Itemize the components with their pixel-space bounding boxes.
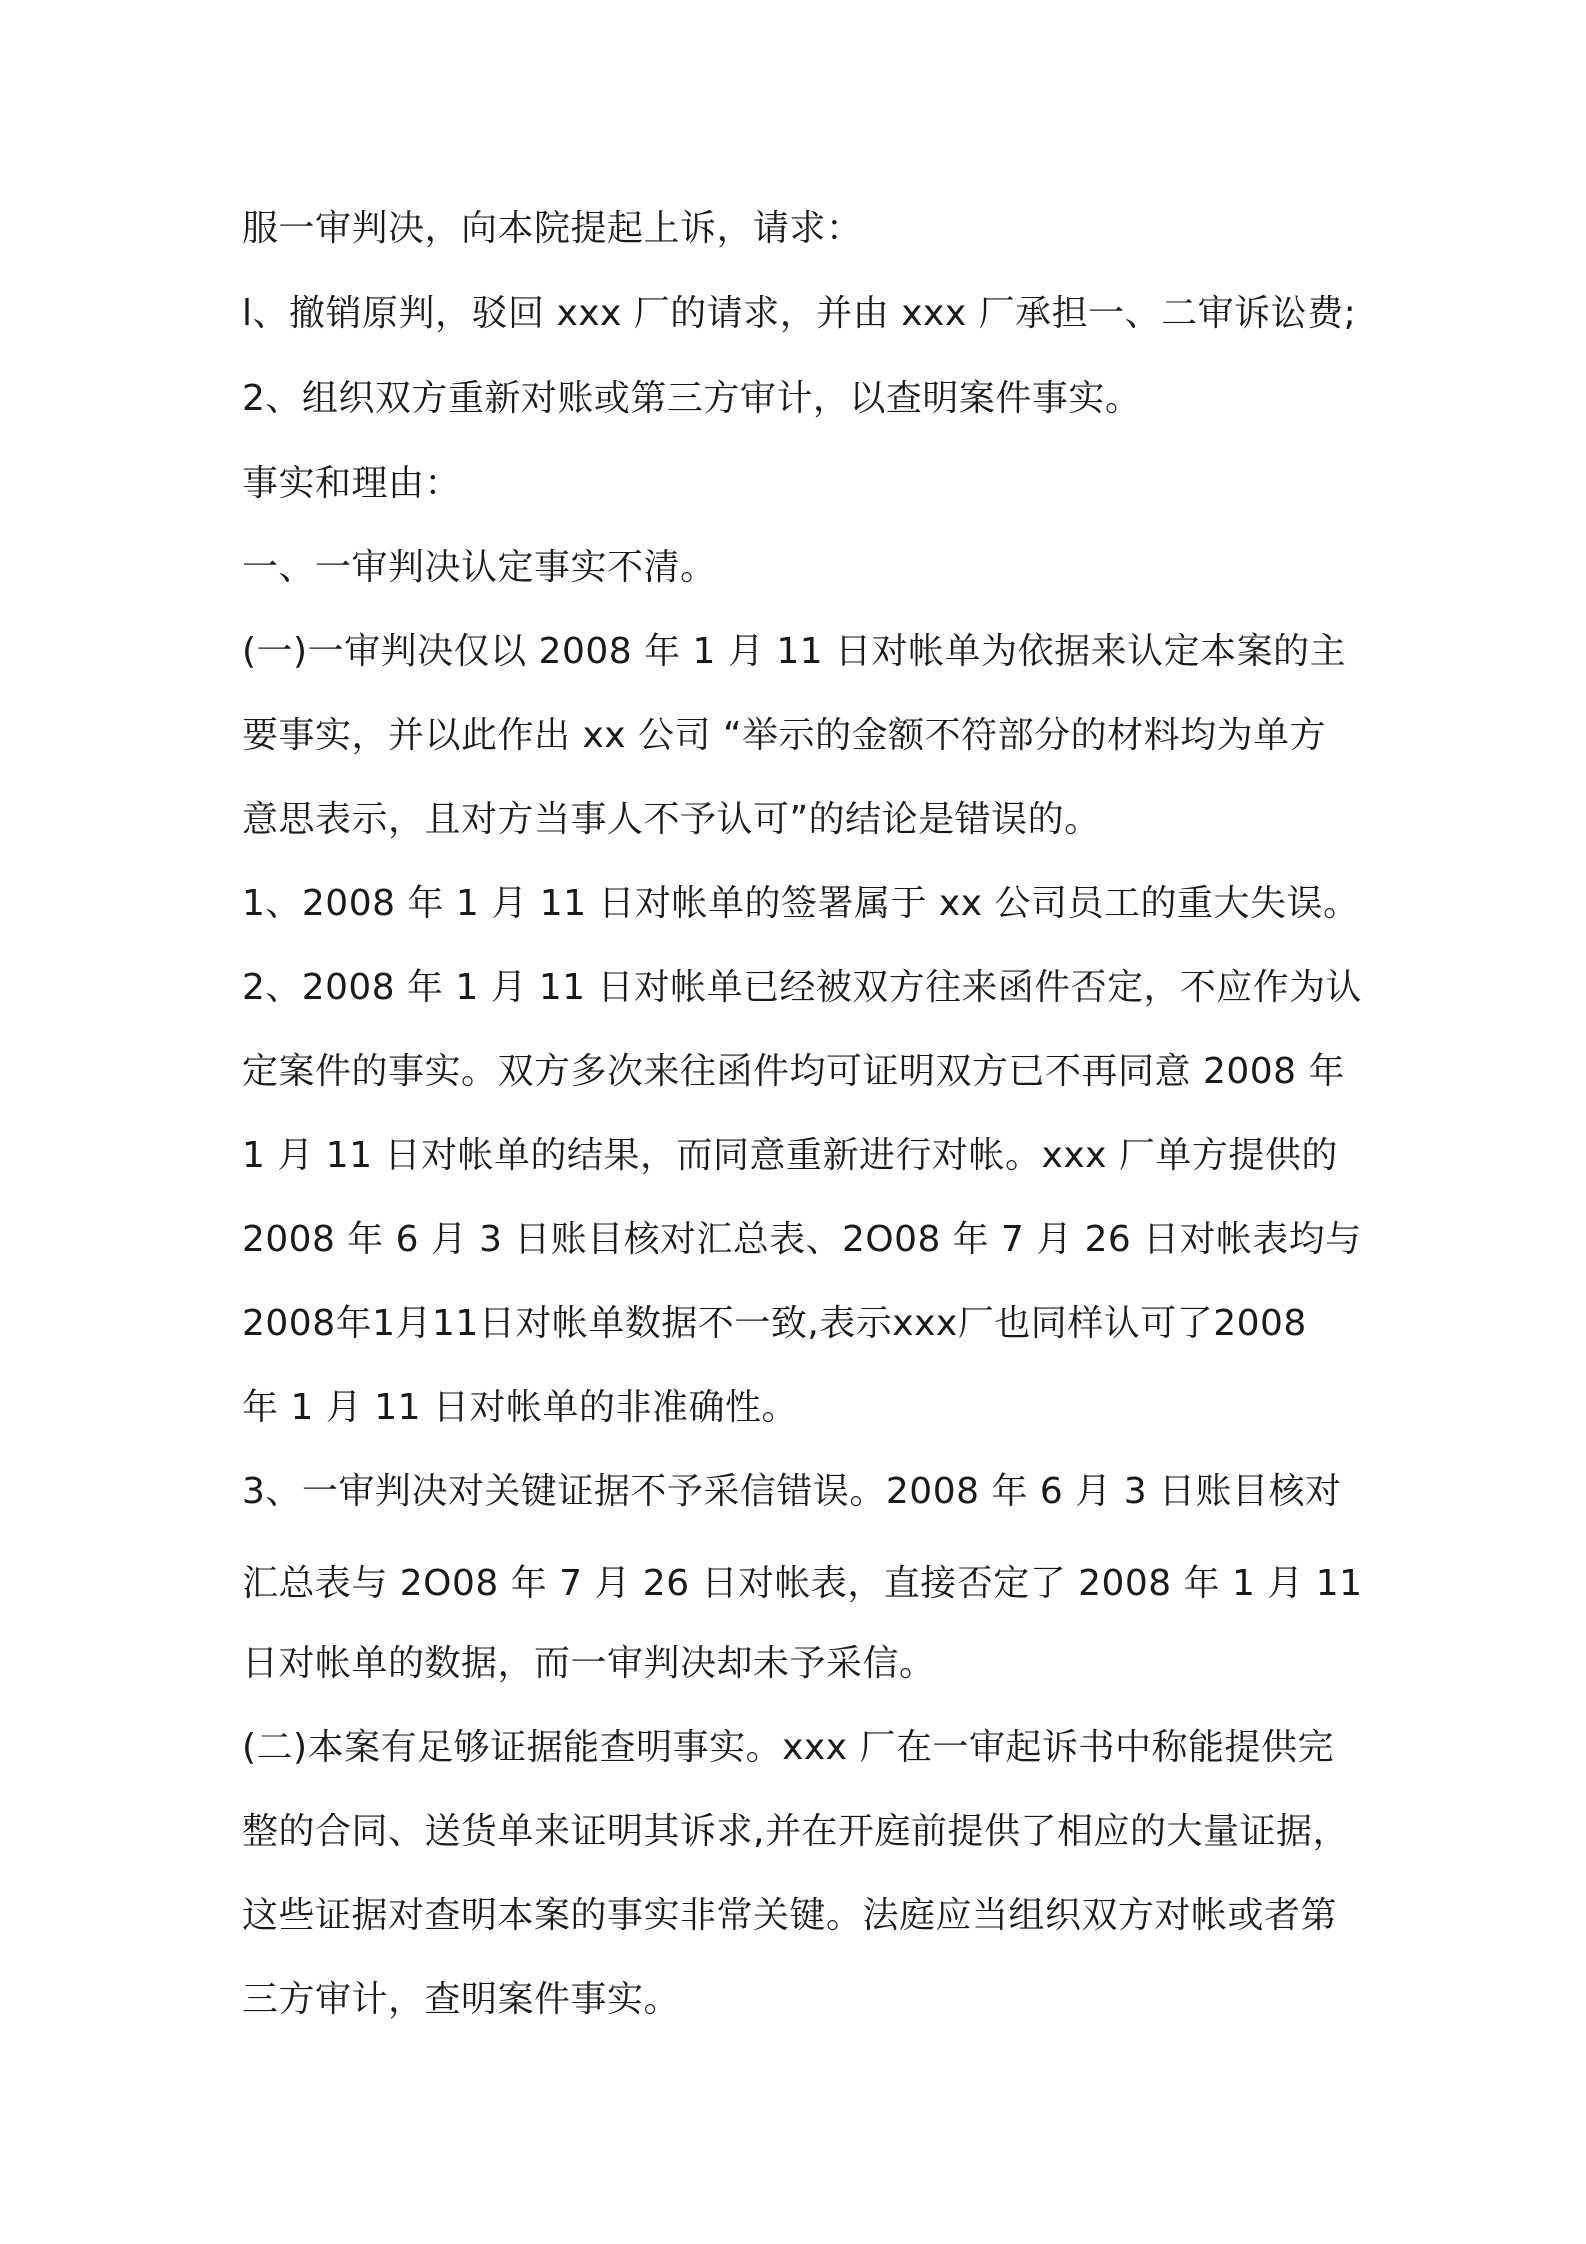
text-line: 2008 年 6 月 3 日账目核对汇总表、2O08 年 7 月 26 日对帐表均与 xyxy=(242,1219,1362,1260)
text-line: 3、一审判决对关键证据不予采信错误。2008 年 6 月 3 日账目核对 xyxy=(242,1471,1342,1512)
text-line: 2、组织双方重新对账或第三方审计，以查明案件事实。 xyxy=(242,378,1142,419)
text-line: (一)一审判决仅以 2008 年 1 月 11 日对帐单为依据来认定本案的主 xyxy=(242,631,1347,672)
text-line: l、撤销原判，驳回 xxx 厂的请求，并由 xxx 厂承担一、二审诉讼费; xyxy=(242,293,1357,334)
text-line: 服一审判决，向本院提起上诉，请求： xyxy=(242,208,863,249)
text-line: 2008年1月11日对帐单数据不一致,表示xxx厂也同样认可了2008 xyxy=(242,1303,1307,1344)
text-line: 三方审计，查明案件事实。 xyxy=(242,1979,681,2020)
text-line: 日对帐单的数据，而一审判决却未予采信。 xyxy=(242,1643,936,1684)
text-line: 1 月 11 日对帐单的结果，而同意重新进行对帐。xxx 厂单方提供的 xyxy=(242,1135,1338,1176)
text-line: 2、2008 年 1 月 11 日对帐单已经被双方往来函件否定，不应作为认 xyxy=(242,967,1362,1008)
text-line: 定案件的事实。双方多次来往函件均可证明双方已不再同意 2008 年 xyxy=(242,1051,1346,1092)
text-line: 汇总表与 2O08 年 7 月 26 日对帐表，直接否定了 2008 年 1 月 11 xyxy=(242,1563,1363,1604)
text-line: 一、一审判决认定事实不清。 xyxy=(242,547,717,588)
text-line: 事实和理由： xyxy=(242,463,462,504)
text-line: 意思表示，且对方当事人不予认可”的结论是错误的。 xyxy=(242,799,1101,840)
text-line: 年 1 月 11 日对帐单的非准确性。 xyxy=(242,1387,798,1428)
text-line: 整的合同、送货单来证明其诉求,并在开庭前提供了相应的大量证据， xyxy=(242,1811,1349,1852)
text-line: 这些证据对查明本案的事实非常关键。法庭应当组织双方对帐或者第 xyxy=(242,1895,1338,1936)
text-line: (二)本案有足够证据能查明事实。xxx 厂在一审起诉书中称能提供完 xyxy=(242,1727,1334,1768)
text-line: 要事实，并以此作出 xx 公司 “举示的金额不符部分的材料均为单方 xyxy=(242,715,1327,756)
text-line: 1、2008 年 1 月 11 日对帐单的签署属于 xx 公司员工的重大失误。 xyxy=(242,883,1360,924)
